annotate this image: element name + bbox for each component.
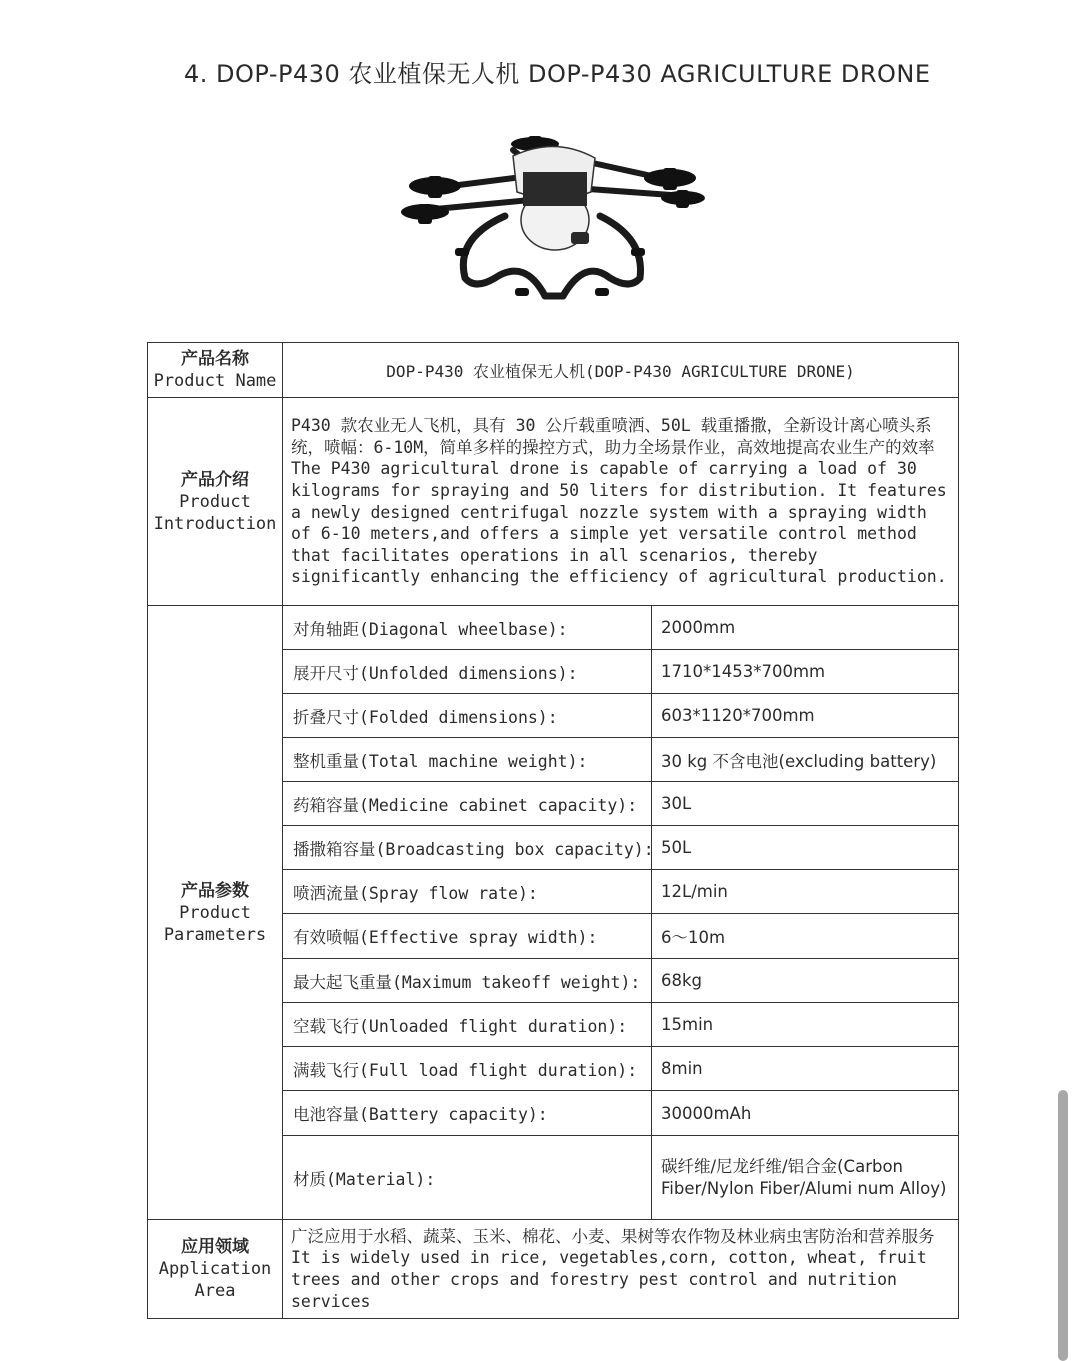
param-value: 6～10m (652, 914, 959, 959)
param-label: 折叠尺寸(Folded dimensions): (283, 694, 652, 738)
scrollbar-thumb[interactable] (1058, 1090, 1068, 1361)
header-zh: 产品名称 (181, 349, 249, 369)
param-value: 15min (652, 1003, 959, 1047)
product-name-value: DOP-P430 农业植保无人机(DOP-P430 AGRICULTURE DRONE) (283, 343, 959, 398)
header-en: Product Name (153, 371, 277, 391)
app-zh: 广泛应用于水稻、蔬菜、玉米、棉花、小麦、果树等农作物及林业病虫害防治和营养服务 (291, 1226, 935, 1246)
param-value: 603*1120*700mm (652, 694, 959, 738)
header-zh: 应用领域 (181, 1237, 249, 1257)
param-value: 12L/min (652, 870, 959, 914)
param-value: 1710*1453*700mm (652, 650, 959, 694)
param-value: 30L (652, 782, 959, 826)
param-value: 碳纤维/尼龙纤维/铝合金(Carbon Fiber/Nylon Fiber/Alumi num Alloy) (652, 1136, 959, 1220)
intro-zh: P430 款农业无人飞机，具有 30 公斤载重喷洒、50L 载重播撒，全新设计离心喷头系统，喷幅：6-10M，简单多样的操控方式，助力全场景作业，高效地提高农业生产的效率 (291, 416, 935, 457)
param-label: 整机重量(Total machine weight): (283, 738, 652, 782)
document-title: 4. DOP-P430 农业植保无人机 DOP-P430 AGRICULTURE DRONE (184, 60, 931, 88)
param-label: 展开尺寸(Unfolded dimensions): (283, 650, 652, 694)
param-value: 2000mm (652, 606, 959, 650)
param-label: 空载飞行(Unloaded flight duration): (283, 1003, 652, 1047)
product-intro-row (148, 398, 959, 606)
param-label: 最大起飞重量(Maximum takeoff weight): (283, 959, 652, 1003)
param-value: 30000mAh (652, 1091, 959, 1136)
param-row (148, 606, 959, 650)
header-en: Application Area (158, 1259, 272, 1301)
drone-illustration (395, 128, 705, 314)
param-value: 68kg (652, 959, 959, 1003)
header-en: Product Parameters (163, 902, 267, 945)
product-name-header (148, 343, 283, 398)
param-label: 药箱容量(Medicine cabinet capacity): (283, 782, 652, 826)
header-zh: 产品介绍 (181, 469, 249, 490)
drone-image (395, 128, 705, 314)
param-label: 材质(Material): (283, 1136, 652, 1220)
product-name-row (148, 343, 959, 398)
product-intro-header (148, 398, 283, 606)
param-label: 电池容量(Battery capacity): (283, 1091, 652, 1136)
param-label: 满载飞行(Full load flight duration): (283, 1047, 652, 1091)
intro-en: The P430 agricultural drone is capable of carrying a load of 30 kilograms for spraying and 50 liters for distribution. It features a newly designed centrifugal nozzle system with a spraying width of 6-10 meters,and offers a simple yet versatile control method that facilitates operations in all scenarios, thereby significantly enhancing the efficiency of agricultural production. (291, 459, 947, 587)
app-en: It is widely used in rice, vegetables,corn, cotton, wheat, fruit trees and other crops and forestry pest control and nutrition services (291, 1248, 927, 1311)
header-zh: 产品参数 (181, 880, 249, 901)
application-text (283, 1220, 959, 1319)
product-params-header (148, 606, 283, 1220)
application-row (148, 1220, 959, 1319)
product-intro-text (283, 398, 959, 606)
param-label: 播撒箱容量(Broadcasting box capacity): (283, 826, 652, 870)
application-header (148, 1220, 283, 1319)
header-en: Product Introduction (153, 491, 277, 534)
param-value: 50L (652, 826, 959, 870)
param-value: 8min (652, 1047, 959, 1091)
param-label: 对角轴距(Diagonal wheelbase): (283, 606, 652, 650)
param-label: 有效喷幅(Effective spray width): (283, 914, 652, 959)
param-label: 喷洒流量(Spray flow rate): (283, 870, 652, 914)
spec-table (147, 342, 959, 1319)
param-value: 30 kg 不含电池(excluding battery) (652, 738, 959, 782)
